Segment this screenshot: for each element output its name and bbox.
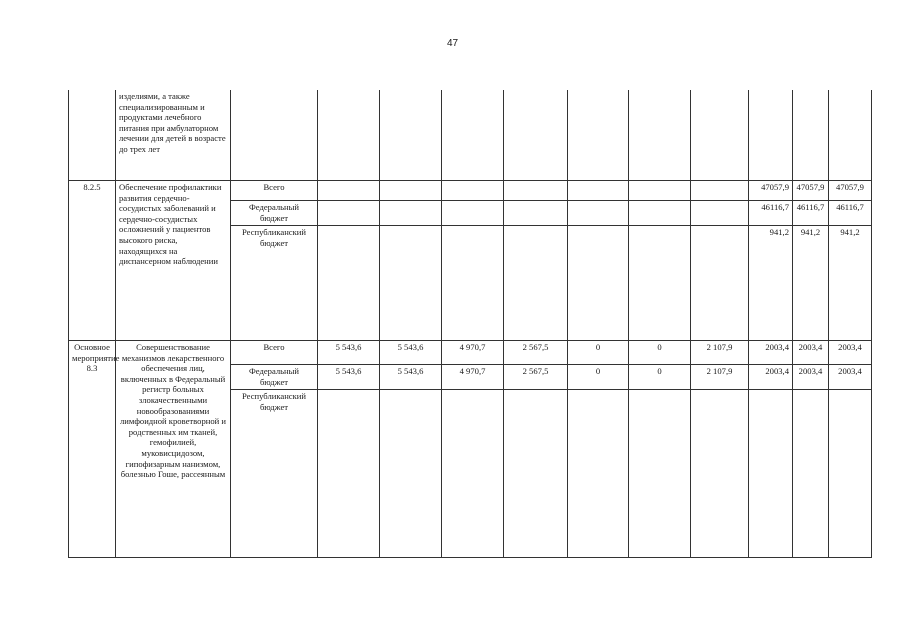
value-cell	[568, 201, 629, 226]
source-label: Всего	[231, 181, 318, 201]
value-cell	[691, 226, 749, 341]
value-cell: 2003,4	[793, 365, 829, 390]
value-cell: 5 543,6	[380, 341, 442, 365]
value-cell	[442, 226, 504, 341]
value-cell	[629, 226, 691, 341]
table-row	[69, 181, 872, 201]
value-cell	[380, 390, 442, 558]
value-cell	[442, 201, 504, 226]
value-cell: 0	[568, 341, 629, 365]
value-cell	[504, 390, 568, 558]
value-cell: 2 107,9	[691, 341, 749, 365]
value-cell	[629, 201, 691, 226]
value-cell: 2 107,9	[691, 365, 749, 390]
value-cell: 2 567,5	[504, 341, 568, 365]
source-label: Всего	[231, 341, 318, 365]
table-row	[69, 90, 872, 181]
source-label: Республиканский бюджет	[231, 390, 318, 558]
value-cell	[691, 181, 749, 201]
value-cell: 5 543,6	[380, 365, 442, 390]
value-cell	[318, 201, 380, 226]
value-cell	[380, 201, 442, 226]
value-cell	[504, 226, 568, 341]
value-cell	[691, 201, 749, 226]
value-cell	[318, 390, 380, 558]
activity-name-cell: Совершенствование механизмов лекарственного обеспечения лиц, включенных в Федеральный регистр больных злокачественными новообразованиями лимфоидной кроветворной и родственных им тканей, гемофилией, муковисцидозом, гипофизарным нанизмом, болезнью Гоше, рассеянным	[116, 341, 231, 558]
value-cell: 4 970,7	[442, 341, 504, 365]
value-cell: 46116,7	[749, 201, 793, 226]
value-cell	[318, 226, 380, 341]
value-cell: 47057,9	[793, 181, 829, 201]
value-cell: 47057,9	[829, 181, 872, 201]
code-cell	[69, 90, 116, 181]
value-cell	[629, 390, 691, 558]
value-cell: 2003,4	[829, 365, 872, 390]
table-row	[69, 341, 872, 365]
value-cell	[691, 390, 749, 558]
value-cell	[568, 181, 629, 201]
value-cell	[442, 181, 504, 201]
value-cell: 2 567,5	[504, 365, 568, 390]
value-cell: 4 970,7	[442, 365, 504, 390]
value-cell: 47057,9	[749, 181, 793, 201]
value-cell	[793, 390, 829, 558]
budget-table	[68, 90, 872, 558]
value-cell: 941,2	[793, 226, 829, 341]
source-cell	[231, 90, 318, 181]
value-cell	[318, 181, 380, 201]
activity-name-cell: изделиями, а также специализированным и продуктами лечебного питания при амбулаторном лечении для детей в возрасте до трех лет	[116, 90, 231, 181]
value-cell: 2003,4	[829, 341, 872, 365]
value-cell: 0	[629, 341, 691, 365]
source-label: Федеральный бюджет	[231, 201, 318, 226]
value-cell: 0	[629, 365, 691, 390]
value-cell: 941,2	[829, 226, 872, 341]
value-cell	[829, 390, 872, 558]
value-cell	[380, 181, 442, 201]
value-cell: 46116,7	[829, 201, 872, 226]
value-cell	[442, 390, 504, 558]
source-label: Федеральный бюджет	[231, 365, 318, 390]
value-cell: 941,2	[749, 226, 793, 341]
value-cell: 5 543,6	[318, 365, 380, 390]
code-cell: Основное мероприятие 8.3	[69, 341, 116, 558]
value-cell	[380, 226, 442, 341]
value-cell	[504, 201, 568, 226]
activity-name-cell: Обеспечение профилактики развития сердечно-сосудистых заболеваний и сердечно-сосудистых осложнений у пациентов высокого риска, находящихся на диспансерном наблюдении	[116, 181, 231, 341]
value-cell: 2003,4	[793, 341, 829, 365]
value-cell: 5 543,6	[318, 341, 380, 365]
value-cell	[749, 390, 793, 558]
value-cell	[568, 390, 629, 558]
value-cell	[504, 181, 568, 201]
value-cell: 2003,4	[749, 365, 793, 390]
code-cell: 8.2.5	[69, 181, 116, 341]
source-label: Республиканский бюджет	[231, 226, 318, 341]
page-number: 47	[446, 38, 459, 49]
value-cell: 2003,4	[749, 341, 793, 365]
value-cell	[568, 226, 629, 341]
value-cell	[629, 181, 691, 201]
value-cell: 46116,7	[793, 201, 829, 226]
value-cell: 0	[568, 365, 629, 390]
